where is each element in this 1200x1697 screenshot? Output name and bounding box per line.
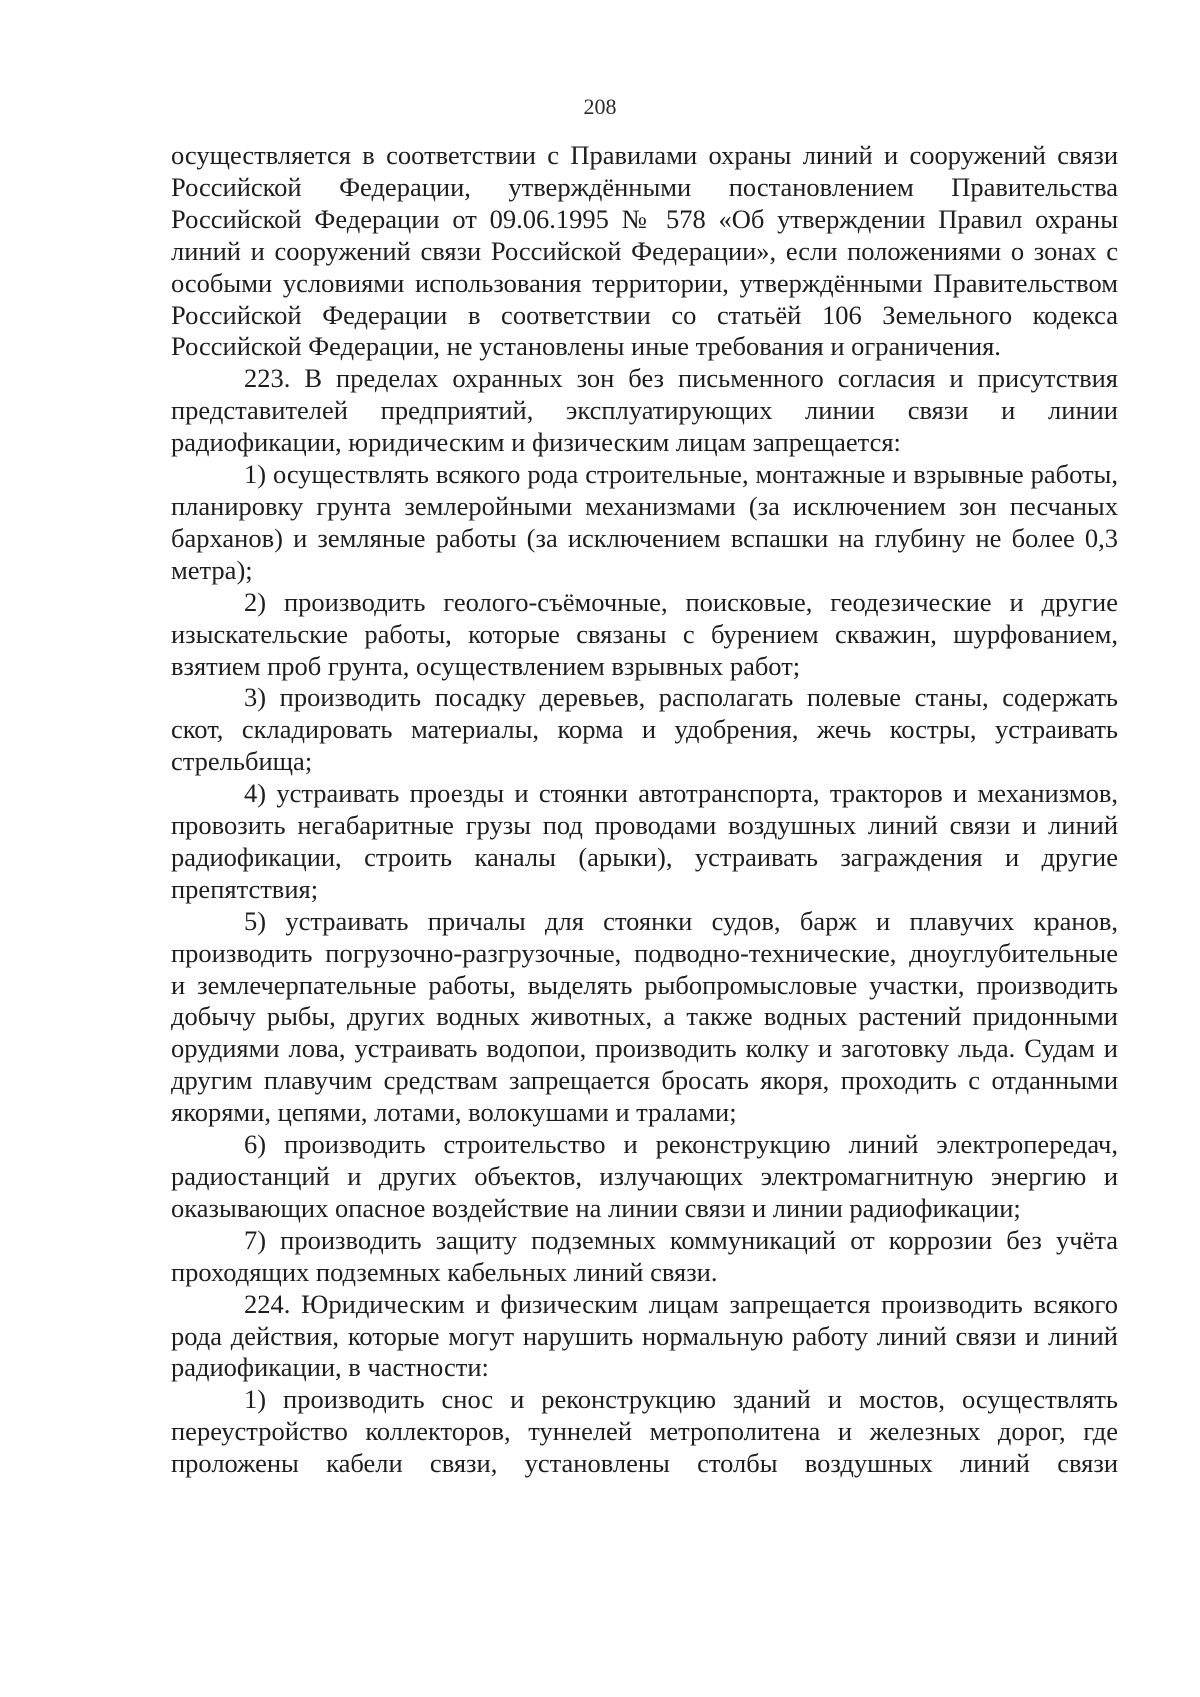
document-body <box>171 140 1118 1480</box>
list-item-223-5: 5) устраивать причалы для стоянки судов, барж и плавучих кранов, производить погрузочно-разгрузочные, подводно-технические, дноуглубительные и землечерпательные работы, выделять рыбопромысловые участки, производить добычу рыбы, других водных животных, а также водных растений придонными орудиями лова, устраивать водопои, производить колку и заготовку льда. Судам и другим плавучим средствам запрещается бросать якоря, проходить с отданными якорями, цепями, лотами, волокушами и тралами; <box>171 905 1118 1128</box>
paragraph-223: 223. В пределах охранных зон без письменного согласия и присутствия представителей предприятий, эксплуатирующих линии связи и линии радиофикации, юридическим и физическим лицам запрещается: <box>171 363 1118 458</box>
paragraph-224: 224. Юридическим и физическим лицам запрещается производить всякого рода действия, которые могут нарушить нормальную работу линий связи и линий радиофикации, в частности: <box>171 1288 1118 1383</box>
list-item-224-1: 1) производить снос и реконструкцию зданий и мостов, осуществлять переустройство коллекторов, туннелей метрополитена и железных дорог, где проложены кабели связи, установлены столбы воздушных линий связи <box>171 1384 1118 1479</box>
list-item-223-3: 3) производить посадку деревьев, располагать полевые станы, содержать скот, складировать материалы, корма и удобрения, жечь костры, устраивать стрельбища; <box>171 682 1118 777</box>
page-number: 208 <box>583 94 617 119</box>
list-item-223-7: 7) производить защиту подземных коммуникаций от коррозии без учёта проходящих подземных кабельных линий связи. <box>171 1224 1118 1287</box>
list-item-223-1: 1) осуществлять всякого рода строительные, монтажные и взрывные работы, планировку грунта землеройными механизмами (за исключением зон песчаных барханов) и земляные работы (за исключением вспашки на глубину не более 0,3 метра); <box>171 459 1118 585</box>
list-item-223-2: 2) производить геолого-съёмочные, поисковые, геодезические и другие изыскательские работы, которые связаны с бурением скважин, шурфованием, взятием проб грунта, осуществлением взрывных работ; <box>171 586 1118 681</box>
list-item-223-6: 6) производить строительство и реконструкцию линий электропередач, радиостанций и других объектов, излучающих электромагнитную энергию и оказывающих опасное воздействие на линии связи и линии радиофикации; <box>171 1129 1118 1223</box>
paragraph-continuation: осуществляется в соответствии с Правилами охраны линий и сооружений связи Российской Федерации, утверждёнными постановлением Правительства Российской Федерации от 09.06.1995 № 578 «Об утверждении Правил охраны линий и сооружений связи Российской Федерации», если положениями о зонах с особыми условиями использования территории, утверждёнными Правительством Российской Федерации в соответствии со статьёй 106 Земельного кодекса Российской Федерации, не установлены иные требования и ограничения. <box>171 140 1118 362</box>
list-item-223-4: 4) устраивать проезды и стоянки автотранспорта, тракторов и механизмов, провозить негабаритные грузы под проводами воздушных линий связи и линий радиофикации, строить каналы (арыки), устраивать заграждения и другие препятствия; <box>171 778 1118 904</box>
